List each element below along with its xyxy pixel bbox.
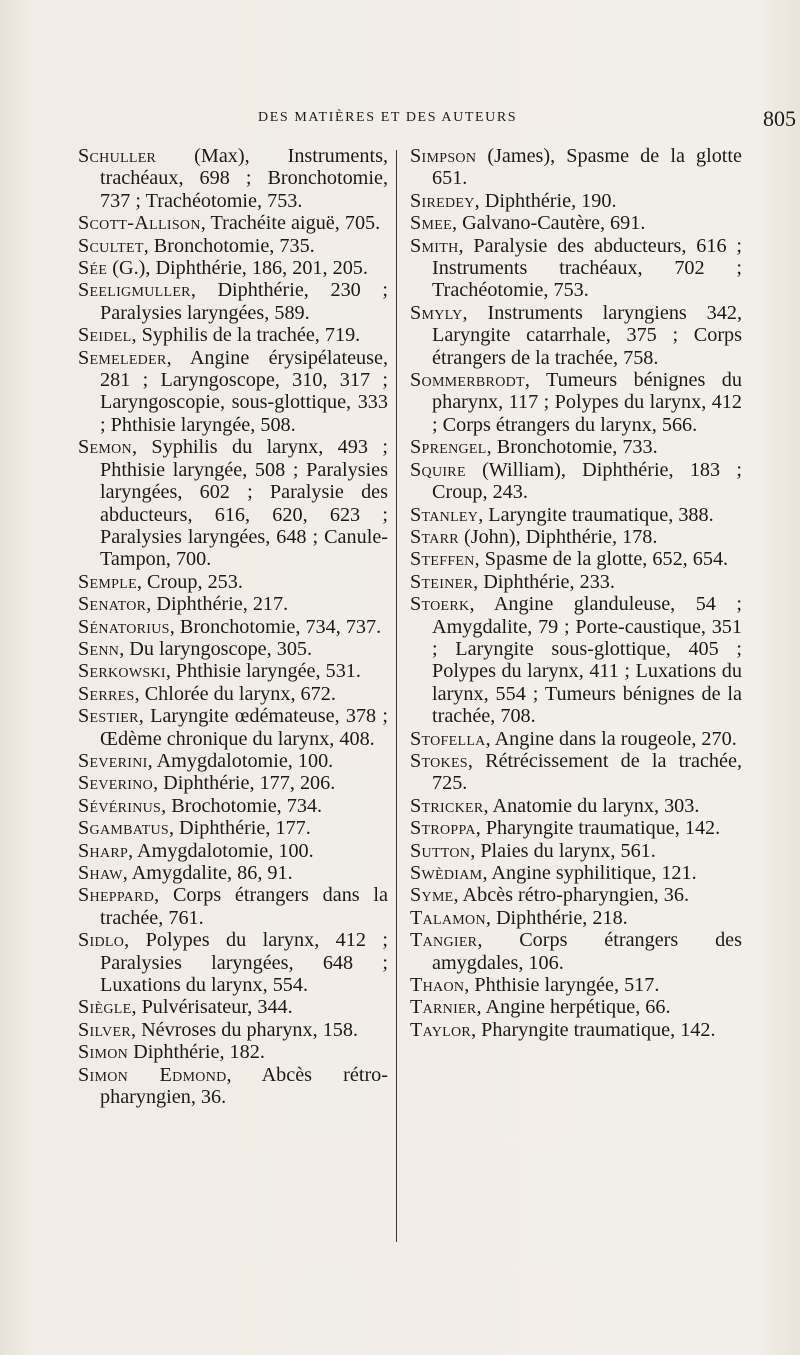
author-name: Sheppard xyxy=(78,884,155,907)
entry-references: (William), Diphthérie, 183 ; Croup, 243. xyxy=(432,458,742,504)
index-entry xyxy=(410,302,742,369)
index-entry xyxy=(410,571,742,593)
entry-references: , Brochotomie, 734. xyxy=(161,794,323,817)
entry-references: , Polypes du larynx, 412 ; Paralysies laryngées, 648 ; Luxations du larynx, 554. xyxy=(100,929,388,997)
index-entry xyxy=(78,347,388,437)
author-name: Schuller xyxy=(78,145,157,167)
entry-references: , Angine herpétique, 66. xyxy=(476,996,671,1019)
author-name: Seidel xyxy=(78,324,132,347)
author-name: Semeleder xyxy=(78,346,167,369)
entry-references: , Croup, 253. xyxy=(136,570,243,593)
index-entry xyxy=(410,884,742,906)
index-entry xyxy=(410,974,742,996)
author-name: Simon xyxy=(78,1041,129,1064)
author-name: Simon Edmond xyxy=(78,1063,227,1086)
index-entry xyxy=(410,459,742,504)
index-column-right xyxy=(410,145,742,1041)
entry-references: , Diphthérie, 177. xyxy=(168,817,311,840)
entry-references: , Bronchotomie, 733. xyxy=(486,436,658,459)
entry-references: , Névroses du pharynx, 158. xyxy=(130,1018,359,1041)
index-entry xyxy=(410,862,742,884)
index-entry xyxy=(78,705,388,750)
index-entry xyxy=(78,1041,388,1063)
index-entry xyxy=(78,145,388,212)
entry-references: , Diphthérie, 218. xyxy=(485,906,628,929)
entry-references: , Trachéite aiguë, 705. xyxy=(200,212,381,235)
entry-references: , Phthisie laryngée, 531. xyxy=(165,660,361,683)
entry-references: , Syphilis de la trachée, 719. xyxy=(131,324,361,347)
entry-references: , Phthisie laryngée, 517. xyxy=(464,974,660,997)
author-name: Severini xyxy=(78,749,148,772)
entry-references: , Instruments laryngiens 342, Laryngite catarrhale, 375 ; Corps étrangers de la trachée, 758. xyxy=(432,301,742,369)
author-name: Starr xyxy=(410,525,459,548)
author-name: Smee xyxy=(410,212,452,235)
entry-references: (James), Spasme de la glotte 651. xyxy=(432,145,742,190)
author-name: Sée xyxy=(78,257,108,280)
entry-references: , Paralysie des abducteurs, 616 ; Instruments trachéaux, 702 ; Trachéotomie, 753. xyxy=(432,234,742,302)
entry-references: , Diphthérie, 190. xyxy=(474,189,617,212)
author-name: Syme xyxy=(410,884,454,907)
index-entry xyxy=(78,996,388,1018)
index-entry xyxy=(410,145,742,190)
index-entry xyxy=(410,369,742,436)
entry-references: , Corps étrangers des amygdales, 106. xyxy=(432,929,742,974)
index-entry xyxy=(410,840,742,862)
author-name: Smyly xyxy=(410,301,463,324)
index-entry xyxy=(78,683,388,705)
entry-references: , Chlorée du larynx, 672. xyxy=(134,682,336,705)
entry-references: (Max), Instruments, trachéaux, 698 ; Bronchotomie, 737 ; Trachéotomie, 753. xyxy=(100,145,388,212)
entry-references: , Bronchotomie, 734, 737. xyxy=(169,615,382,638)
index-entry xyxy=(78,1064,388,1109)
index-entry xyxy=(410,190,742,212)
index-entry xyxy=(78,1019,388,1041)
author-name: Stokes xyxy=(410,749,468,772)
index-entry xyxy=(78,436,388,570)
index-entry xyxy=(410,795,742,817)
entry-references: , Diphthérie, 217. xyxy=(146,593,289,616)
index-entry xyxy=(410,929,742,974)
author-name: Siredey xyxy=(410,189,475,212)
index-entry xyxy=(78,772,388,794)
author-name: Seeligmuller xyxy=(78,279,191,302)
entry-references: , Diphthérie, 230 ; Paralysies laryngées, 589. xyxy=(100,279,388,324)
entry-references: Diphthérie, 182. xyxy=(128,1041,265,1064)
entry-references: , Laryngite traumatique, 388. xyxy=(478,503,714,526)
author-name: Serkowski xyxy=(78,660,166,683)
index-entry xyxy=(78,257,388,279)
author-name: Semon xyxy=(78,436,132,459)
index-entry xyxy=(410,996,742,1018)
author-name: Swèdiam xyxy=(410,862,483,884)
author-name: Sommerbrodt xyxy=(410,369,525,392)
entry-references: , Angine glanduleuse, 54 ; Amygdalite, 79 ; Porte-caustique, 351 ; Laryngite sous-glottique, 405 ; Polypes du larynx, 411 ; Luxations du larynx, 554 ; Tumeurs bénignes de la trachée, 708. xyxy=(432,593,742,728)
author-name: Squire xyxy=(410,458,466,481)
author-name: Tangier xyxy=(410,929,478,952)
author-name: Steffen xyxy=(410,548,475,571)
author-name: Sutton xyxy=(410,839,471,862)
index-entry xyxy=(78,593,388,615)
index-entry xyxy=(410,593,742,727)
index-entry xyxy=(78,660,388,682)
entry-references: , Pharyngite traumatique, 142. xyxy=(471,1018,716,1041)
entry-references: , Pharyngite traumatique, 142. xyxy=(475,817,721,840)
index-entry xyxy=(78,817,388,839)
author-name: Siègle xyxy=(78,996,132,1019)
index-entry xyxy=(410,728,742,750)
index-entry xyxy=(78,324,388,346)
author-name: Stricker xyxy=(410,794,484,817)
entry-references: , Amygdalotomie, 100. xyxy=(128,839,314,862)
entry-references: , Angine dans la rougeole, 270. xyxy=(485,727,737,750)
entry-references: , Syphilis du larynx, 493 ; Phthisie laryngée, 508 ; Paralysies laryngées, 602 ; Paralysie des abducteurs, 616, 620, 623 ; Paralysies laryngées, 648 ; Canule-Tampon, 700. xyxy=(100,436,388,571)
author-name: Talamon xyxy=(410,906,486,929)
index-entry xyxy=(410,817,742,839)
index-entry xyxy=(78,929,388,996)
index-entry xyxy=(410,1019,742,1041)
author-name: Sestier xyxy=(78,705,139,728)
index-entry xyxy=(410,526,742,548)
index-entry xyxy=(410,548,742,570)
entry-references: , Angine érysipélateuse, 281 ; Laryngoscope, 310, 317 ; Laryngoscopie, sous-glottique, 333 ; Phthisie laryngée, 508. xyxy=(100,346,388,436)
index-entry xyxy=(410,212,742,234)
index-entry xyxy=(78,840,388,862)
index-entry xyxy=(78,212,388,234)
author-name: Steiner xyxy=(410,570,474,593)
author-name: Senator xyxy=(78,593,147,616)
entry-references: , Pulvérisateur, 344. xyxy=(131,996,293,1019)
entry-references: , Abcès rétro-pharyngien, 36. xyxy=(100,1063,388,1109)
author-name: Stanley xyxy=(410,503,479,526)
entry-references: , Bronchotomie, 735. xyxy=(143,234,315,257)
entry-references: , Du laryngoscope, 305. xyxy=(119,637,313,660)
author-name: Simpson xyxy=(410,145,477,167)
entry-references: , Abcès rétro-pharyngien, 36. xyxy=(453,884,689,907)
index-entry xyxy=(78,571,388,593)
author-name: Sévérinus xyxy=(78,794,162,817)
index-entry xyxy=(78,795,388,817)
author-name: Stroppa xyxy=(410,817,476,840)
index-entry xyxy=(78,750,388,772)
author-name: Sgambatus xyxy=(78,817,169,840)
entry-references: , Plaies du larynx, 561. xyxy=(470,839,656,862)
index-entry xyxy=(78,862,388,884)
entry-references: (John), Diphthérie, 178. xyxy=(458,525,658,548)
page-number: 805 xyxy=(763,106,796,131)
entry-references: (G.), Diphthérie, 186, 201, 205. xyxy=(107,257,368,280)
author-name: Tarnier xyxy=(410,996,477,1019)
author-name: Silver xyxy=(78,1018,131,1041)
index-entry xyxy=(78,616,388,638)
index-entry xyxy=(410,235,742,302)
index-entry xyxy=(410,504,742,526)
entry-references: , Anatomie du larynx, 303. xyxy=(483,794,700,817)
index-entry xyxy=(410,750,742,795)
column-divider xyxy=(396,150,397,1242)
author-name: Sénatorius xyxy=(78,615,170,638)
author-name: Shaw xyxy=(78,862,123,884)
index-entry xyxy=(78,279,388,324)
entry-references: , Diphthérie, 233. xyxy=(473,570,615,593)
entry-references: , Laryngite œdémateuse, 378 ; Œdème chronique du larynx, 408. xyxy=(100,705,388,750)
author-name: Sidlo xyxy=(78,929,125,952)
index-entry xyxy=(78,235,388,257)
author-name: Sprengel xyxy=(410,436,487,459)
author-name: Sharp xyxy=(78,839,129,862)
entry-references: , Diphthérie, 177, 206. xyxy=(153,772,336,795)
entry-references: , Tumeurs bénignes du pharynx, 117 ; Polypes du larynx, 412 ; Corps étrangers du larynx, 566. xyxy=(432,369,742,436)
author-name: Serres xyxy=(78,682,135,705)
entry-references: , Amygdalotomie, 100. xyxy=(147,749,334,772)
author-name: Scultet xyxy=(78,234,144,257)
index-entry xyxy=(410,907,742,929)
entry-references: , Galvano-Cautère, 691. xyxy=(451,212,646,235)
author-name: Thaon xyxy=(410,974,465,997)
running-header xyxy=(258,106,798,132)
entry-references: , Angine syphilitique, 121. xyxy=(482,862,697,884)
author-name: Semple xyxy=(78,570,137,593)
index-entry xyxy=(78,638,388,660)
entry-references: , Corps étrangers dans la trachée, 761. xyxy=(100,884,388,929)
entry-references: , Amygdalite, 86, 91. xyxy=(122,862,293,884)
index-column-left xyxy=(78,145,388,1108)
author-name: Taylor xyxy=(410,1018,472,1041)
index-entry xyxy=(78,884,388,929)
author-name: Senn xyxy=(78,637,120,660)
index-entry xyxy=(410,436,742,458)
author-name: Stoerk xyxy=(410,593,470,616)
header-title: DES MATIÈRES ET DES AUTEURS xyxy=(258,110,518,125)
author-name: Severino xyxy=(78,772,154,795)
entry-references: , Spasme de la glotte, 652, 654. xyxy=(474,548,729,571)
author-name: Scott-Allison xyxy=(78,212,201,235)
author-name: Smith xyxy=(410,234,459,257)
entry-references: , Rétrécissement de la trachée, 725. xyxy=(432,749,742,795)
author-name: Stofella xyxy=(410,727,486,750)
